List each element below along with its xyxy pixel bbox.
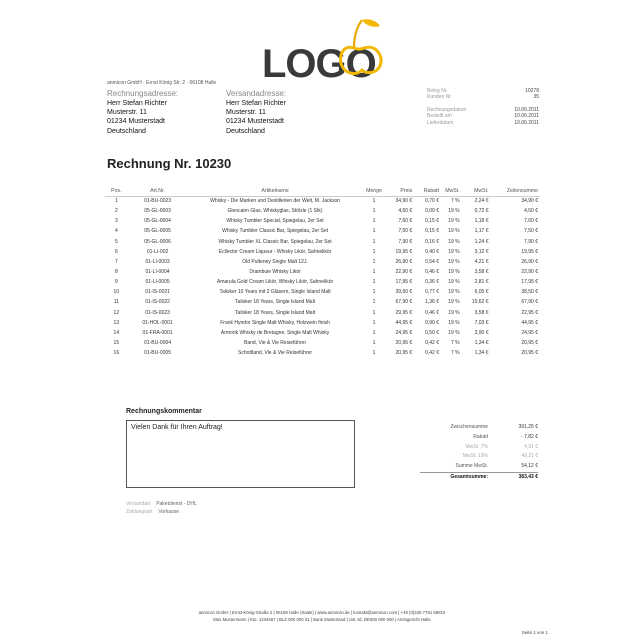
cherry-logo-icon (336, 14, 384, 78)
table-row (105, 297, 540, 307)
cell-discount: 0,42 € (425, 350, 440, 357)
cell-article-name: Armorik Whisky de Bretagne, Single Malt Whisky (220, 329, 330, 336)
cell-article-no: 01-FRA-0001 (142, 329, 173, 336)
invoice-items-table (105, 186, 540, 358)
cell-pos: 12 (113, 309, 120, 316)
comment-heading: Rechnungskommentar (126, 408, 202, 415)
cell-pos: 5 (114, 238, 118, 245)
table-row (105, 226, 540, 236)
table-row (105, 338, 540, 348)
logo-text: LOGO (262, 42, 376, 86)
terms-label: Versandart (126, 501, 151, 507)
cell-vat-amount: 10,62 € (471, 299, 489, 306)
table-row (105, 216, 540, 226)
col-header-line-total: Zeilensumme (490, 186, 540, 196)
meta-label: Bestellt am (427, 113, 452, 120)
cell-article-name: Schottland, Vie & Vie Reiseführer (238, 350, 313, 357)
cell-quantity: 1 (372, 208, 376, 215)
shipping-line: Herr Stefan Richter (226, 100, 286, 107)
total-row-discount (420, 433, 538, 443)
meta-value: 10278 (525, 88, 539, 94)
cell-discount: 0,36 € (425, 279, 440, 286)
total-value: 49,21 € (521, 453, 538, 460)
col-header-vat-amount: MwSt. (462, 186, 491, 196)
cell-discount: 0,54 € (425, 258, 440, 265)
table-row (105, 196, 540, 206)
cell-quantity: 1 (372, 238, 376, 245)
cell-article-no: 01-LI-0004 (145, 269, 170, 276)
cell-article-name: Ecllector Cream Liqueur - Whisky Likör, Sahnelikör (218, 248, 332, 255)
cell-discount: 1,36 € (425, 299, 440, 306)
cell-price: 22,90 € (395, 269, 413, 276)
cell-vat-rate: 19 % (448, 258, 460, 265)
col-header-quantity: Menge (363, 186, 386, 196)
cell-quantity: 1 (372, 269, 376, 276)
cell-line-total: 24,95 € (521, 329, 538, 336)
billing-address (107, 89, 178, 136)
cell-quantity: 1 (372, 289, 376, 296)
cell-article-name: Frank Hyndor Single Malt Whisky, Holzwein finish (220, 319, 330, 326)
cell-vat-amount: 4,21 € (474, 258, 489, 265)
cell-line-total: 20,95 € (521, 350, 538, 357)
meta-value: 10.06.2011 (514, 119, 539, 126)
cell-article-name: Whisky Tumbler Classic Bar, Spiegelau, 2er Set (222, 228, 329, 235)
footer (0, 610, 644, 623)
cell-article-no: 05-GL-0003 (144, 208, 171, 215)
cell-vat-rate: 19 % (448, 299, 460, 306)
table-header-row (105, 186, 540, 196)
cell-vat-rate: 19 % (448, 279, 460, 286)
cell-article-no: 01-BU-0005 (144, 350, 172, 357)
cell-article-name: Whisky - Die Marken und Destillerien der Welt, M. Jackson (210, 198, 341, 205)
cell-price: 34,90 € (395, 198, 413, 205)
cell-article-no: 01-LI-0003 (145, 258, 170, 265)
cell-pos: 2 (114, 208, 118, 215)
cell-line-total: 38,50 € (521, 289, 538, 296)
cell-pos: 4 (114, 228, 118, 235)
table-row (105, 206, 540, 216)
cell-vat-amount: 3,12 € (474, 248, 489, 255)
cell-pos: 3 (114, 218, 118, 225)
shipping-line: Musterstr. 11 (226, 109, 266, 117)
cell-discount: 0,50 € (425, 329, 440, 336)
meta-label: Beleg Nr. (427, 88, 448, 94)
billing-heading: Rechnungsadresse: (107, 89, 179, 98)
cell-discount: 0,15 € (425, 228, 440, 235)
cell-price: 24,95 € (395, 329, 413, 336)
cell-price: 26,90 € (395, 258, 413, 265)
cell-line-total: 4,50 € (524, 208, 538, 215)
table-row (105, 257, 540, 267)
cell-vat-rate: 19 % (448, 269, 460, 276)
shipping-address (226, 89, 286, 136)
footer-line-2: Max Mustermann | Kto. 1234567 | BLZ 000 000 01 | Bank Musterland | Ust.-Id. DE000 000 000 | Amtsgericht Halle (213, 616, 431, 622)
cell-line-total: 7,50 € (524, 228, 538, 235)
total-row-vat19 (420, 452, 538, 462)
cell-vat-amount: 1,24 € (474, 238, 489, 245)
total-label: Zwischensumme (450, 424, 488, 430)
table-row (105, 267, 540, 277)
cell-price: 20,95 € (395, 340, 413, 347)
table-row (105, 328, 540, 338)
cell-pos: 9 (114, 279, 118, 286)
cell-vat-rate: 7 % (451, 340, 460, 347)
cell-article-no: 05-GL-0005 (144, 228, 171, 235)
cell-article-name: Band, Vie & Vie Reiseführer (244, 340, 307, 347)
cell-quantity: 1 (372, 279, 376, 286)
shipping-heading: Versandadresse: (226, 89, 287, 98)
cell-discount: 0,09 € (425, 208, 440, 215)
total-value: 4,91 € (524, 443, 538, 450)
cell-line-total: 34,90 € (521, 198, 538, 205)
cell-line-total: 26,90 € (521, 258, 538, 265)
cell-article-no: 01-BU-0004 (144, 340, 172, 347)
total-row-grand (420, 472, 538, 482)
col-header-article-no: Art.Nr. (128, 186, 188, 196)
cell-vat-amount: 2,24 € (474, 198, 489, 205)
cell-price: 20,95 € (395, 350, 413, 357)
cell-discount: 0,16 € (425, 238, 440, 245)
cell-article-no: 01-IS-0021 (145, 289, 170, 296)
cell-pos: 6 (114, 248, 118, 255)
total-value: - 7,82 € (521, 433, 538, 440)
table-row (105, 277, 540, 287)
cell-line-total: 17,95 € (521, 279, 538, 286)
billing-line: 01234 Musterstadt (107, 118, 165, 126)
cell-quantity: 1 (372, 258, 376, 265)
col-header-article-name: Artikelname (187, 186, 362, 196)
table-row (105, 247, 540, 257)
invoice-title: Rechnung Nr. 10230 (107, 156, 232, 171)
meta-value: 35 (533, 94, 539, 101)
billing-line: Musterstr. 11 (107, 109, 147, 117)
cell-discount: 0,77 € (425, 289, 440, 296)
terms-value: Vorkasse (158, 509, 179, 515)
total-row-vat-sum (420, 462, 538, 472)
shipping-line: 01234 Musterstadt (226, 118, 284, 126)
table-body (105, 196, 540, 358)
total-label: MwSt. 19% (462, 453, 488, 460)
cell-article-no: 05-GL-0006 (144, 238, 171, 245)
meta-value: 10.06.2011 (514, 113, 539, 120)
cell-vat-rate: 19 % (448, 238, 460, 245)
meta-value: 10.06.2011 (514, 106, 539, 113)
cell-discount: 0,40 € (425, 248, 440, 255)
cell-pos: 13 (113, 319, 120, 326)
total-value: 54,12 € (521, 463, 538, 470)
total-value: 383,43 € (518, 473, 538, 480)
cell-article-name: Old Pulteney Single Malt 12J. (242, 258, 308, 265)
cell-vat-rate: 7 % (451, 198, 460, 205)
table-row (105, 348, 540, 358)
total-label: MwSt. 7% (465, 443, 488, 450)
cell-article-no: 01-LI-0005 (145, 279, 170, 286)
terms-row-payment (126, 508, 197, 516)
cell-vat-rate: 19 % (448, 208, 460, 215)
terms-value: Paketdienst - DHL (156, 501, 197, 507)
cell-vat-rate: 19 % (448, 319, 460, 326)
terms-block (126, 500, 197, 516)
total-label: Gesamtsumme: (450, 473, 488, 480)
billing-line: Herr Stefan Richter (107, 100, 167, 107)
cell-quantity: 1 (372, 218, 376, 225)
total-label: Summe MwSt. (455, 463, 488, 470)
cell-vat-rate: 19 % (448, 228, 460, 235)
cell-price: 7,90 € (398, 238, 413, 245)
cell-vat-rate: 19 % (448, 289, 460, 296)
shipping-line: Deutschland (226, 127, 265, 135)
cell-article-no: 01-IS-0022 (145, 299, 170, 306)
cell-price: 17,95 € (395, 279, 413, 286)
cell-vat-rate: 19 % (448, 309, 460, 316)
cell-article-name: Whisky Tumbler Special, Spiegelau, 2er Set (226, 218, 324, 225)
cell-article-no: 01-HOL-0001 (142, 319, 173, 326)
cell-discount: 0,46 € (425, 309, 440, 316)
footer-line-1: anmicon GmbH | Ernst-König-Straße 2 | 06108 Halle (Saale) | www.anmicon.de | kontakt@anmicon.com | +49 (0)345 7761 58810 (198, 610, 446, 615)
cell-pos: 16 (113, 350, 120, 357)
cell-line-total: 22,95 € (521, 309, 538, 316)
cell-quantity: 1 (372, 319, 376, 326)
col-header-vat-rate: MwSt. (441, 186, 462, 196)
cell-discount: 0,70 € (425, 198, 440, 205)
cell-quantity: 1 (372, 299, 376, 306)
cell-line-total: 7,90 € (524, 238, 538, 245)
cell-discount: 0,90 € (425, 319, 440, 326)
company-logo (262, 14, 382, 84)
col-header-price: Preis (385, 186, 414, 196)
cell-line-total: 67,90 € (521, 299, 538, 306)
cell-vat-amount: 3,90 € (474, 329, 489, 336)
cell-price: 7,60 € (398, 218, 413, 225)
cell-vat-amount: 6,05 € (474, 289, 489, 296)
cell-pos: 15 (113, 340, 120, 347)
cell-line-total: 7,60 € (524, 218, 538, 225)
total-row-vat7 (420, 443, 538, 453)
cell-discount: 0,46 € (425, 269, 440, 276)
cell-pos: 1 (114, 198, 118, 205)
cell-vat-amount: 1,18 € (474, 218, 489, 225)
col-header-pos: Pos. (105, 186, 128, 196)
cell-pos: 11 (113, 299, 119, 306)
cell-vat-amount: 1,34 € (474, 350, 489, 357)
cell-quantity: 1 (372, 329, 376, 336)
terms-row-shipping (126, 500, 197, 508)
total-value: 391,25 € (518, 424, 538, 430)
sender-line: anmicon GmbH · Ernst König Str. 2 · 06108 Halle (107, 80, 217, 86)
cell-pos: 8 (114, 269, 118, 276)
table-row (105, 287, 540, 297)
cell-article-no: 01-IS-0023 (145, 309, 170, 316)
total-row-subtotal (420, 423, 538, 433)
cell-article-no: 01-BU-0023 (144, 198, 172, 205)
cell-vat-amount: 3,58 € (474, 269, 489, 276)
billing-line: Deutschland (107, 127, 146, 135)
cell-article-name: Drambuie Whisky Likör (249, 269, 301, 276)
cell-quantity: 1 (372, 350, 376, 357)
cell-article-name: Talisker 18 Years, Single Island Malt (235, 309, 316, 316)
cell-article-no: 01-LI-002 (146, 248, 169, 255)
cell-line-total: 20,95 € (521, 340, 538, 347)
cell-price: 67,90 € (395, 299, 413, 306)
cell-quantity: 1 (372, 340, 376, 347)
comment-box (126, 420, 355, 488)
cell-vat-rate: 19 % (448, 248, 460, 255)
table-row (105, 237, 540, 247)
cell-vat-rate: 19 % (448, 218, 460, 225)
cell-price: 44,95 € (395, 319, 413, 326)
meta-label: Lieferdatum (427, 119, 454, 126)
table-row (105, 318, 540, 328)
table-row (105, 308, 540, 318)
cell-price: 19,95 € (395, 248, 413, 255)
cell-article-name: Glencairn Glas, Whiskyglas, Stölzle (1 Stk) (227, 208, 323, 215)
cell-line-total: 22,90 € (521, 269, 538, 276)
cell-quantity: 1 (372, 248, 376, 255)
cell-article-name: Amarula Gold Cream Likör, Whisky Likör, Sahnelikör (216, 279, 334, 286)
cell-line-total: 44,95 € (521, 319, 538, 326)
col-header-discount: Rabatt (414, 186, 441, 196)
cell-quantity: 1 (372, 198, 376, 205)
cell-price: 4,50 € (398, 208, 413, 215)
cell-line-total: 19,95 € (521, 248, 538, 255)
invoice-meta (427, 88, 539, 126)
cell-discount: 0,42 € (425, 340, 440, 347)
total-label: Rabatt (473, 433, 488, 440)
cell-article-name: Whisky Tumbler XL Classic Bar, Spiegelau, 2er Set (218, 238, 332, 245)
cell-price: 39,50 € (395, 289, 413, 296)
meta-row (427, 120, 539, 126)
cell-discount: 0,15 € (425, 218, 440, 225)
cell-vat-amount: 0,72 € (474, 208, 489, 215)
cell-vat-amount: 2,81 € (474, 279, 489, 286)
cell-vat-rate: 19 % (448, 329, 460, 336)
cell-vat-rate: 7 % (451, 350, 460, 357)
meta-label: Kunden Nr. (427, 94, 453, 101)
cell-article-name: Talisker 18 Years, Single Island Malt (235, 299, 316, 306)
meta-label: Rechnungsdatum (427, 106, 467, 113)
cell-vat-amount: 3,58 € (474, 309, 489, 316)
page-number: Seite 1 von 1 (521, 630, 548, 635)
comment-text: Vielen Dank für Ihren Auftrag! (131, 424, 223, 431)
cell-price: 29,95 € (395, 309, 413, 316)
cell-price: 7,50 € (398, 228, 413, 235)
cell-article-no: 05-GL-0004 (144, 218, 171, 225)
cell-vat-amount: 1,34 € (474, 340, 489, 347)
cell-pos: 7 (114, 258, 118, 265)
cell-vat-amount: 7,03 € (474, 319, 489, 326)
totals-block (420, 423, 538, 482)
cell-pos: 10 (113, 289, 120, 296)
terms-label: Zahlungsart (126, 509, 153, 515)
cell-article-name: Talisker 10 Years mit 2 Gläsern, Single Island Malt (219, 289, 331, 296)
cell-quantity: 1 (372, 309, 376, 316)
cell-pos: 14 (113, 329, 120, 336)
cell-vat-amount: 1,17 € (474, 228, 489, 235)
cell-quantity: 1 (372, 228, 376, 235)
